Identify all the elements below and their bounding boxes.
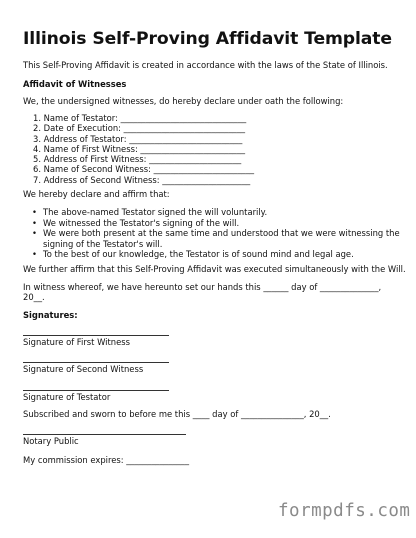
first-witness-signature-line — [23, 335, 169, 336]
affirmation-item: • We were both present at the same time and understood that we were witnessing the signing of the Testator's will. — [32, 228, 400, 249]
watermark-text: formpdfs.com — [278, 501, 411, 521]
commission-expires: My commission expires: _______________ — [23, 455, 190, 465]
affirmation-item: • To the best of our knowledge, the Testator is of sound mind and legal age. — [32, 249, 354, 259]
field-address-of-testator: 3. Address of Testator: ___________________________ — [33, 133, 243, 144]
witness-whereof-line-1: In witness whereof, we have hereunto set our hands this ______ day of ______________, — [23, 282, 382, 292]
bullet-icon: • — [32, 228, 37, 238]
first-witness-signature-label: Signature of First Witness — [23, 337, 130, 347]
section-heading: Affidavit of Witnesses — [23, 79, 127, 89]
field-address-of-first-witness: 5. Address of First Witness: ______________________ — [33, 154, 242, 165]
intro-text: This Self-Proving Affidavit is created in accordance with the laws of the State of Illinois. — [23, 60, 388, 70]
testator-witness-fields — [33, 113, 254, 185]
field-name-of-testator: 1. Name of Testator: ______________________________ — [33, 113, 247, 123]
affirmation-item: • We witnessed the Testator's signing of the will. — [32, 217, 240, 228]
affirmation-list — [30, 207, 403, 260]
second-witness-signature-label: Signature of Second Witness — [23, 364, 144, 374]
bullet-icon: • — [32, 249, 37, 259]
field-name-of-first-witness: 4. Name of First Witness: _________________________ — [33, 143, 246, 154]
field-date-of-execution: 2. Date of Execution: _____________________________ — [33, 123, 246, 134]
affirmation-item: • The above-named Testator signed the will voluntarily. — [32, 207, 268, 217]
field-address-of-second-witness: 7. Address of Second Witness: _____________________ — [33, 174, 251, 185]
further-affirm-text: We further affirm that this Self-Proving Affidavit was executed simultaneously with the Will. — [23, 264, 406, 274]
witness-whereof-line-2: 20__. — [23, 292, 45, 302]
notary-signature-line — [23, 434, 186, 435]
sworn-line: Subscribed and sworn to before me this ____ day of _______________, 20__. — [23, 409, 331, 419]
bullet-icon: • — [32, 207, 37, 217]
testator-signature-line — [23, 390, 169, 391]
field-name-of-second-witness: 6. Name of Second Witness: ________________________ — [33, 164, 255, 175]
affirm-intro: We hereby declare and affirm that: — [23, 189, 170, 199]
bullet-icon: • — [32, 217, 37, 228]
second-witness-signature-line — [23, 362, 169, 363]
page-title: Illinois Self-Proving Affidavit Template — [23, 29, 392, 49]
testator-signature-label: Signature of Testator — [23, 392, 111, 402]
notary-label: Notary Public — [23, 436, 79, 446]
declare-text: We, the undersigned witnesses, do hereby declare under oath the following: — [23, 96, 344, 106]
signatures-heading: Signatures: — [23, 310, 78, 320]
